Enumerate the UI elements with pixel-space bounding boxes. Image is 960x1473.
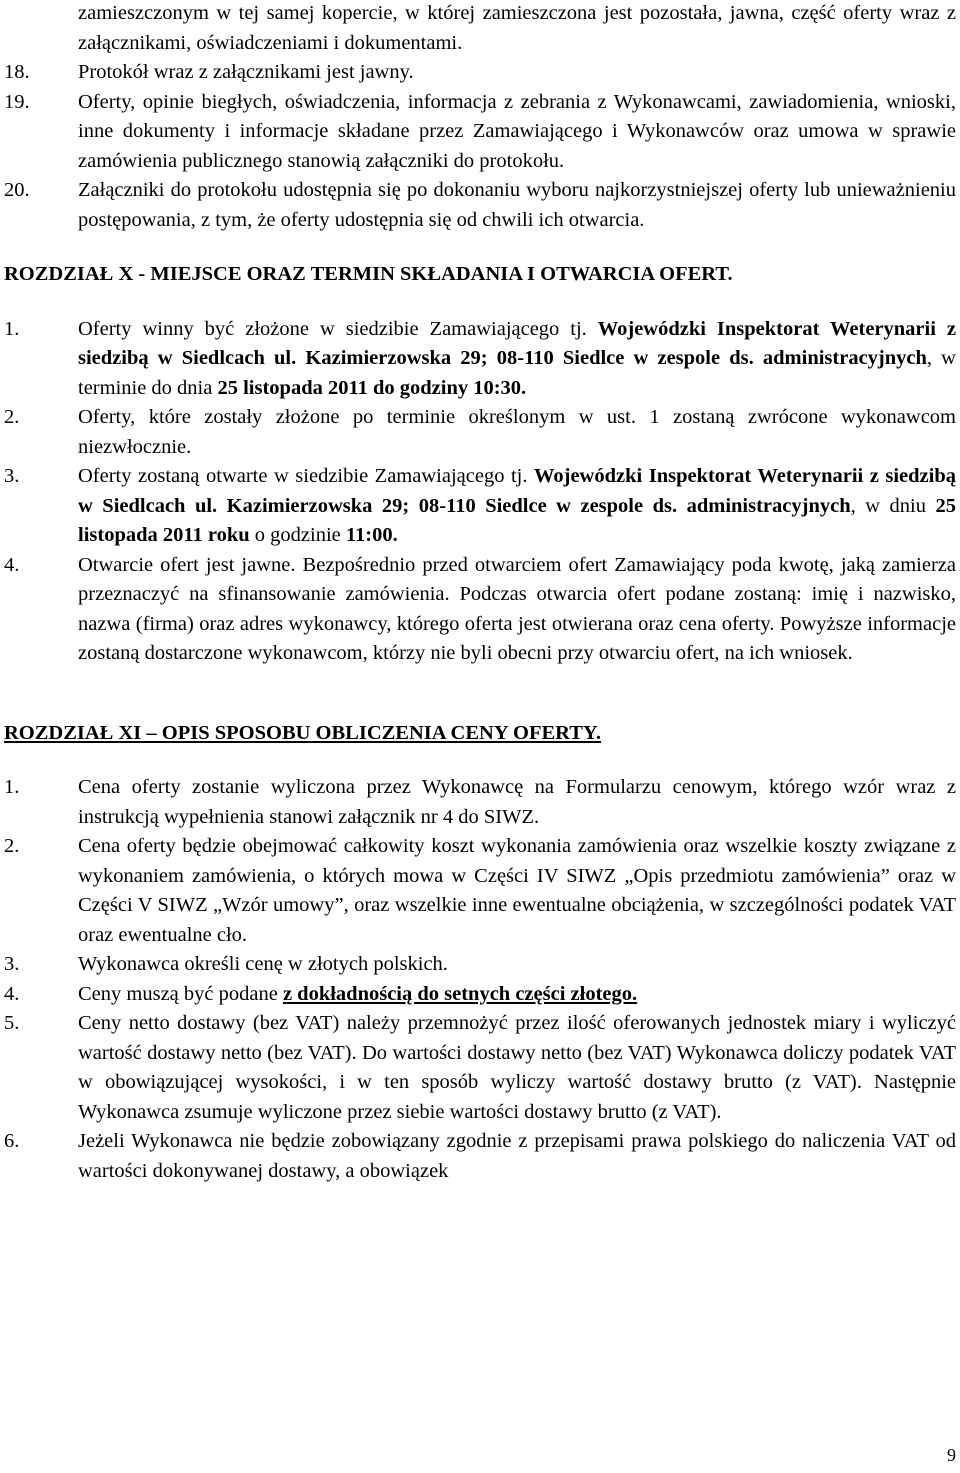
section-11-heading: ROZDZIAŁ XI – OPIS SPOSOBU OBLICZENIA CENY OFERTY.	[4, 721, 601, 744]
item-text: Cena oferty zostanie wyliczona przez Wykonawcę na Formularzu cenowym, którego wzór wraz z instrukcją wypełnienia stanowi załącznik nr 4 do SIWZ.	[78, 776, 956, 828]
section-10-item-3	[0, 462, 960, 551]
item-text: Oferty, opinie biegłych, oświadczenia, informacja z zebrania z Wykonawcami, zawiadomienia, wnioski, inne dokumenty i informacje składane przez Zamawiającego i Wykonawców oraz umowa w sprawie zamówienia publicznego stanowią załączniki do protokołu.	[78, 90, 956, 172]
item-bold-text: 25 listopada 2011 do godziny 10:30.	[217, 376, 527, 399]
item-text: Ceny netto dostawy (bez VAT) należy przemnożyć przez ilość oferowanych jednostek miary i wyliczyć wartość dostawy netto (bez VAT). Do wartości dostawy netto (bez VAT) Wykonawca doliczy podatek VAT w obowiązującej wysokości, i w ten sposób wyliczy wartość dostawy brutto (z VAT). Następnie Wykonawca zsumuje wyliczone przez siebie wartości dostawy brutto (z VAT).	[78, 1012, 956, 1123]
item-number: 1.	[4, 776, 20, 798]
page-number: 9	[947, 1445, 956, 1465]
section-10-item-2	[0, 403, 960, 462]
item-text: Otwarcie ofert jest jawne. Bezpośrednio przed otwarciem ofert Zamawiający poda kwotę, jaką zamierza przeznaczyć na sfinansowanie zamówienia. Podczas otwarcia ofert podane zostaną: imię i nazwisko, nazwa (firma) oraz adres wykonawcy, którego oferta jest otwierana oraz cena oferty. Powyższe informacje zostaną dostarczone wykonawcom, którzy nie byli obecni przy otwarciu ofert, na ich wniosek.	[78, 553, 956, 664]
section-11-item-2	[0, 832, 960, 950]
item-number: 4.	[4, 982, 20, 1005]
item-bold-text: 25 listopada 2011 roku	[78, 494, 957, 546]
item-text: , w dniu	[850, 494, 936, 517]
section-10-item-1	[0, 315, 960, 404]
section-11-item-4	[0, 980, 960, 1010]
section-11-item-1	[0, 773, 960, 832]
item-bold-text: 11:00.	[345, 524, 398, 546]
item-bold-text: Wojewódzki Inspektorat Weterynarii z siedzibą w Siedlcach ul. Kazimierzowska 29; 08-110 Siedlce w zespole ds. administracyjnych	[78, 465, 956, 517]
item-text: Oferty, które zostały złożone po terminie określonym w ust. 1 zostaną zwrócone wykonawcom niezwłocznie.	[78, 406, 956, 458]
item-number: 4.	[4, 553, 20, 576]
intro-continuation: zamieszczonym w tej samej kopercie, w której zamieszczona jest pozostała, jawna, część oferty wraz z załącznikami, oświadczeniami i dokumentami.	[78, 2, 956, 54]
item-text: Jeżeli Wykonawca nie będzie zobowiązany zgodnie z przepisami prawa polskiego do naliczenia VAT od wartości dokonywanej dostawy, a obowiązek	[78, 1130, 956, 1182]
item-text: Wykonawca określi cenę w złotych polskich.	[78, 953, 448, 975]
item-number: 3.	[4, 953, 20, 975]
item-number: 20.	[4, 179, 30, 201]
item-number: 1.	[4, 317, 20, 340]
section-11-item-3	[0, 950, 960, 980]
item-text: Cena oferty będzie obejmować całkowity koszt wykonania zamówienia oraz wszelkie koszty związane z wykonaniem zamówienia, o których mowa w Części IV SIWZ „Opis przedmiotu zamówienia” oraz w Części V SIWZ „Wzór umowy”, oraz wszelkie inne ewentualne obciążenia, w szczególności podatek VAT oraz ewentualne cło.	[78, 835, 956, 946]
item-number: 6.	[4, 1130, 20, 1152]
item-number: 19.	[4, 90, 30, 113]
list-item-19	[0, 88, 960, 177]
item-text: o godzinie	[249, 524, 346, 546]
list-item-20	[0, 176, 960, 235]
item-number: 2.	[4, 406, 20, 428]
item-text: Załączniki do protokołu udostępnia się po dokonaniu wyboru najkorzystniejszej oferty lub unieważnieniu postępowania, z tym, że oferty udostępnia się od chwili ich otwarcia.	[78, 179, 956, 231]
item-number: 2.	[4, 835, 20, 857]
item-text: Oferty zostaną otwarte w siedzibie Zamawiającego tj.	[78, 465, 534, 487]
section-11-item-6	[0, 1127, 960, 1186]
item-number: 3.	[4, 465, 20, 487]
item-bold-text: Wojewódzki Inspektorat Weterynarii z siedzibą w Siedlcach ul. Kazimierzowska 29; 08-110 Siedlce w zespole ds. administracyjnych	[78, 317, 956, 369]
section-11-item-5	[0, 1009, 960, 1127]
item-number: 5.	[4, 1012, 20, 1034]
item-text: Oferty winny być złożone w siedzibie Zamawiającego tj.	[78, 317, 598, 340]
item-underlined-text: z dokładnością do setnych części złotego.	[282, 982, 638, 1005]
section-10-item-4	[0, 551, 960, 669]
item-text: , w terminie do dnia	[78, 347, 956, 399]
item-text: Ceny muszą być podane	[78, 982, 283, 1005]
section-10-heading: ROZDZIAŁ X - MIEJSCE ORAZ TERMIN SKŁADANIA I OTWARCIA OFERT.	[4, 263, 733, 285]
list-item-18	[0, 58, 960, 88]
item-text: Protokół wraz z załącznikami jest jawny.	[78, 61, 414, 83]
item-number: 18.	[4, 61, 30, 83]
